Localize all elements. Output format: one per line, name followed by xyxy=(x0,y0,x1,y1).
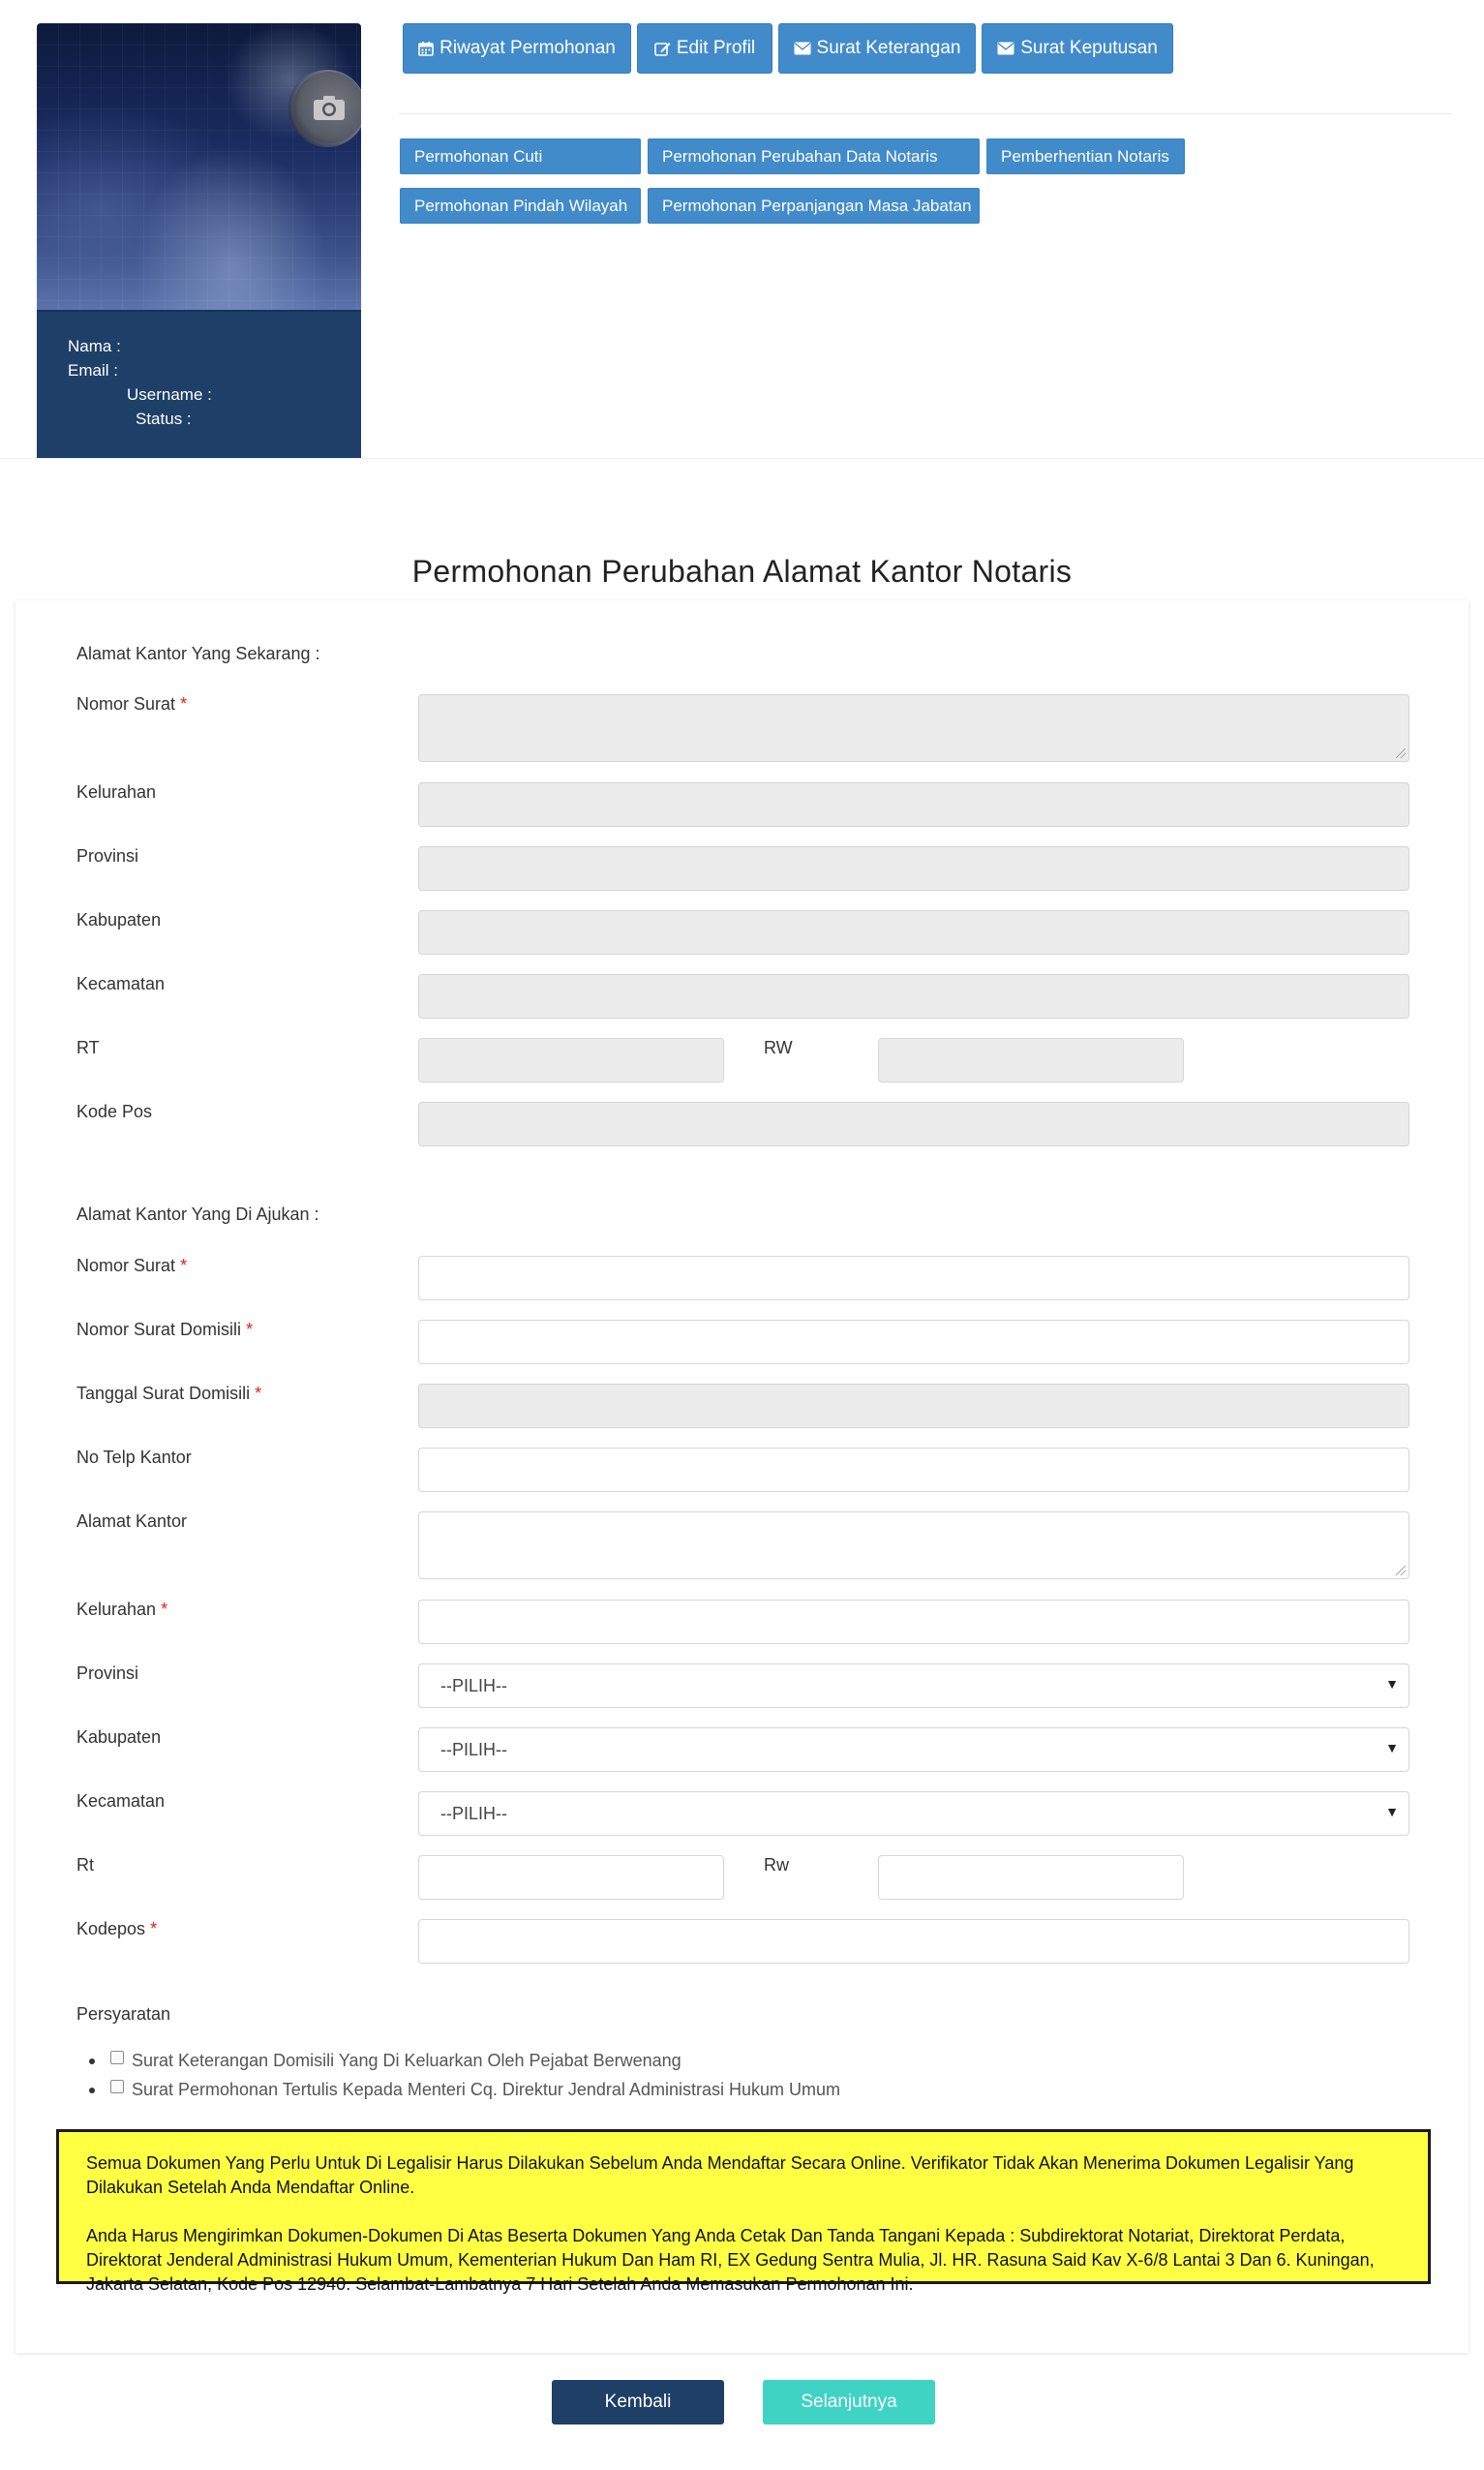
proposed-nomor-surat-label: Nomor Surat * xyxy=(76,1256,188,1275)
no-telp-kantor-input[interactable] xyxy=(418,1448,1409,1492)
proposed-rt-label: Rt xyxy=(76,1855,94,1875)
permohonan-pindah-wilayah-button[interactable]: Permohonan Pindah Wilayah xyxy=(400,188,641,224)
proposed-address-section: Alamat Kantor Yang Di Ajukan : xyxy=(76,1205,319,1224)
proposed-rt-input[interactable] xyxy=(418,1855,724,1900)
requirement-item xyxy=(89,2080,840,2100)
envelope-icon xyxy=(794,42,811,55)
selanjutnya-button[interactable]: Selanjutnya xyxy=(763,2380,935,2424)
chevron-down-icon: ▼ xyxy=(1385,1676,1399,1692)
current-address-section: Alamat Kantor Yang Sekarang : xyxy=(76,644,320,663)
tanggal-surat-domisili-input[interactable] xyxy=(418,1384,1409,1428)
resize-handle[interactable] xyxy=(1396,1566,1406,1575)
proposed-nomor-surat-input[interactable] xyxy=(418,1256,1409,1300)
camera-icon[interactable] xyxy=(293,72,361,143)
proposed-provinsi-label: Provinsi xyxy=(76,1663,139,1683)
kabupaten-select[interactable] xyxy=(418,1727,1409,1772)
requirement-item xyxy=(89,2051,681,2071)
current-nomor-surat-label: Nomor Surat * xyxy=(76,694,188,714)
proposed-kecamatan-label: Kecamatan xyxy=(76,1791,166,1811)
form-title: Permohonan Perubahan Alamat Kantor Notaris xyxy=(411,554,1073,589)
notice-box xyxy=(56,2129,1431,2294)
proposed-kabupaten-label: Kabupaten xyxy=(76,1727,162,1747)
notice-paragraph: Semua Dokumen Yang Perlu Untuk Di Legalisir Harus Dilakukan Sebelum Anda Mendaftar Secara Online. Verifikator Tidak Akan Menerima Dokumen Legalisir Yang Dilakukan Setelah Anda Mendaftar Online. xyxy=(86,2153,1354,2197)
nomor-surat-domisili-input[interactable] xyxy=(418,1320,1409,1364)
permohonan-cuti-button[interactable]: Permohonan Cuti xyxy=(400,138,641,174)
resize-handle[interactable] xyxy=(1396,748,1406,758)
proposed-kelurahan-label: Kelurahan * xyxy=(76,1600,168,1619)
required-mark: * xyxy=(246,1320,254,1339)
current-kabupaten-field[interactable] xyxy=(418,910,1409,955)
kodepos-input[interactable] xyxy=(418,1919,1409,1964)
edit-icon xyxy=(654,41,671,56)
alamat-kantor-label: Alamat Kantor xyxy=(76,1511,188,1531)
status-label: Status : xyxy=(136,410,192,428)
required-mark: * xyxy=(150,1919,158,1938)
current-rw-label: RW xyxy=(764,1038,793,1057)
current-kode-pos-label: Kode Pos xyxy=(76,1102,153,1121)
kecamatan-selected-value: --PILIH-- xyxy=(440,1803,507,1823)
required-mark: * xyxy=(255,1384,262,1403)
proposed-rw-input[interactable] xyxy=(878,1855,1184,1900)
current-provinsi-label: Provinsi xyxy=(76,846,139,866)
current-kecamatan-label: Kecamatan xyxy=(76,974,166,993)
required-mark: * xyxy=(161,1600,168,1619)
surat-keputusan-label: Surat Keputusan xyxy=(1020,38,1158,58)
divider xyxy=(399,113,1452,114)
chevron-down-icon: ▼ xyxy=(1385,1804,1399,1819)
provinsi-select[interactable] xyxy=(418,1663,1409,1708)
edit-profil-label: Edit Profil xyxy=(676,38,756,58)
profile-card xyxy=(37,23,361,459)
surat-keterangan-label: Surat Keterangan xyxy=(816,38,961,58)
riwayat-permohonan-label: Riwayat Permohonan xyxy=(439,38,616,58)
current-rt-field[interactable] xyxy=(418,1038,724,1083)
tanggal-surat-domisili-label: Tanggal Surat Domisili * xyxy=(76,1384,262,1403)
proposed-rw-label: Rw xyxy=(764,1855,789,1875)
requirement-checkbox[interactable] xyxy=(110,2051,124,2064)
alamat-kantor-textarea[interactable] xyxy=(418,1511,1409,1579)
header-divider xyxy=(0,458,1484,459)
calendar-icon xyxy=(418,41,434,56)
chevron-down-icon: ▼ xyxy=(1385,1740,1399,1755)
kembali-button[interactable]: Kembali xyxy=(552,2380,724,2424)
current-provinsi-field[interactable] xyxy=(418,846,1409,891)
envelope-icon xyxy=(997,42,1015,55)
current-rw-field[interactable] xyxy=(878,1038,1184,1083)
requirement-label: Surat Keterangan Domisili Yang Di Keluarkan Oleh Pejabat Berwenang xyxy=(132,2051,681,2070)
required-mark: * xyxy=(180,1256,188,1275)
provinsi-selected-value: --PILIH-- xyxy=(440,1675,507,1695)
notice-paragraph: Anda Harus Mengirimkan Dokumen-Dokumen Di Atas Beserta Dokumen Yang Anda Cetak Dan Tanda Tangani Kepada : Subdirektorat Notariat, Direktorat Perdata, Direktorat Jenderal Administrasi Hukum Umum, Kementerian Hukum Dan Ham RI, EX Gedung Sentra Mulia, Jl. HR. Rasuna Said Kav X-6/8 Lantai 3 Dan 6. Kuningan, Jakarta Selatan, Kode Pos 12940. Selambat-Lambatnya 7 Hari Setelah Anda Memasukan Permohonan Ini. xyxy=(86,2226,1375,2294)
required-mark: * xyxy=(180,694,188,714)
kodepos-label: Kodepos * xyxy=(76,1919,158,1938)
requirement-checkbox[interactable] xyxy=(110,2080,124,2093)
proposed-kelurahan-input[interactable] xyxy=(418,1600,1409,1644)
requirement-label: Surat Permohonan Tertulis Kepada Menteri Cq. Direktur Jendral Administrasi Hukum Umum xyxy=(132,2080,840,2099)
current-kelurahan-label: Kelurahan xyxy=(76,782,157,802)
edit-profil-button[interactable] xyxy=(637,23,772,74)
current-kecamatan-field[interactable] xyxy=(418,974,1409,1019)
permohonan-perubahan-data-button[interactable]: Permohonan Perubahan Data Notaris xyxy=(648,138,980,174)
profile-photo xyxy=(37,23,361,310)
current-kabupaten-label: Kabupaten xyxy=(76,910,162,930)
kecamatan-select[interactable] xyxy=(418,1791,1409,1836)
current-nomor-surat-field[interactable] xyxy=(418,694,1409,762)
nama-label: Nama : xyxy=(68,337,121,355)
persyaratan-title: Persyaratan xyxy=(76,2004,171,2024)
riwayat-permohonan-button[interactable] xyxy=(403,23,631,74)
nomor-surat-domisili-label: Nomor Surat Domisili * xyxy=(76,1320,254,1339)
username-label: Username : xyxy=(127,385,212,404)
email-label: Email : xyxy=(68,361,118,380)
current-rt-label: RT xyxy=(76,1038,100,1057)
kabupaten-selected-value: --PILIH-- xyxy=(440,1739,507,1759)
profile-info xyxy=(37,310,361,459)
pemberhentian-notaris-button[interactable]: Pemberhentian Notaris xyxy=(986,138,1185,174)
no-telp-kantor-label: No Telp Kantor xyxy=(76,1448,192,1467)
permohonan-perpanjangan-button[interactable]: Permohonan Perpanjangan Masa Jabatan xyxy=(648,188,980,224)
surat-keputusan-button[interactable] xyxy=(982,23,1173,74)
surat-keterangan-button[interactable] xyxy=(778,23,976,74)
current-kelurahan-field[interactable] xyxy=(418,782,1409,827)
current-kode-pos-field[interactable] xyxy=(418,1102,1409,1146)
